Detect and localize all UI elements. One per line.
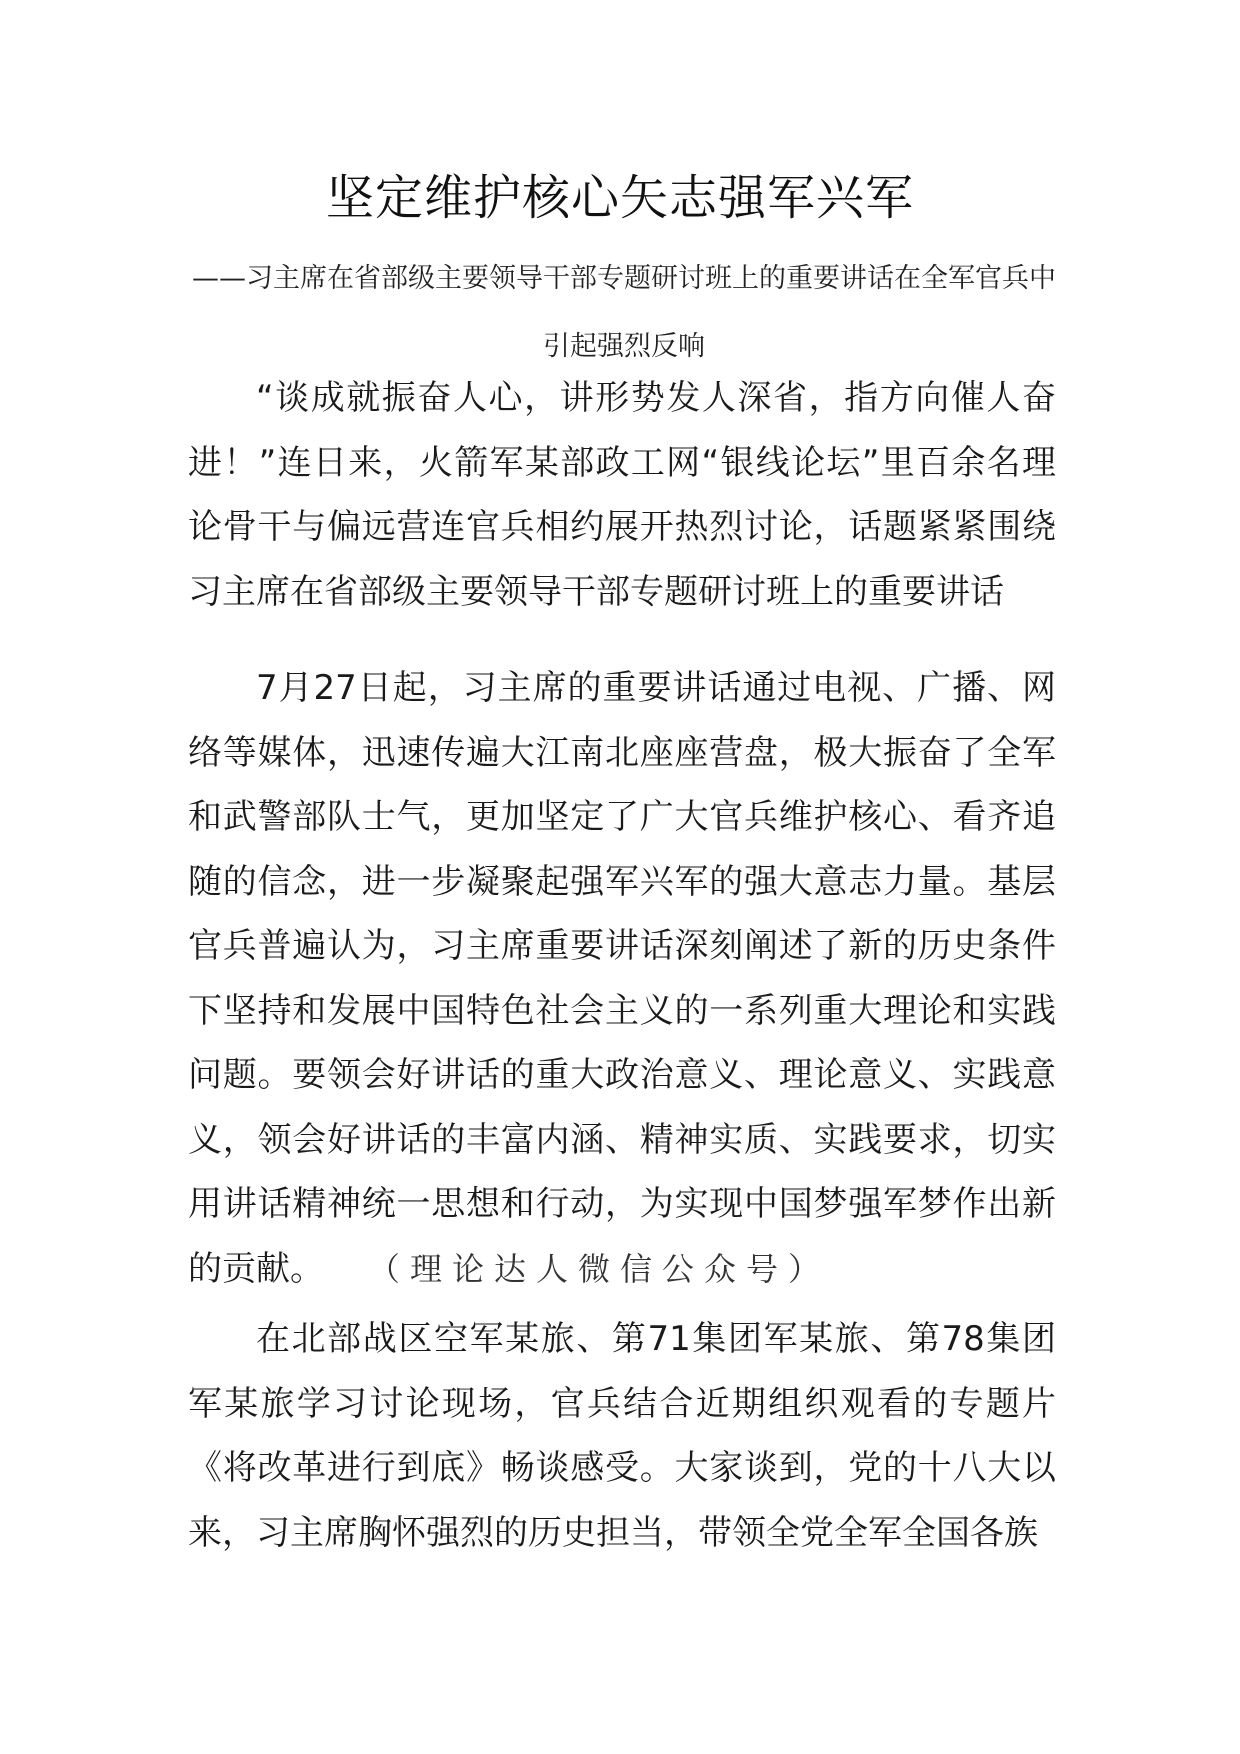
document-title: 坚定维护核心矢志强军兴军	[325, 170, 914, 226]
paragraph-2-text: 7月27日起，习主席的重要讲话通过电视、广播、网络等媒体，迅速传遍大江南北座座营盘，极大振奋了全军和武警部队士气，更加坚定了广大官兵维护核心、看齐追随的信念，进一步凝聚起强军兴军的强大意志力量。基层官兵普遍认为，习主席重要讲话深刻阐述了新的历史条件下坚持和发展中国特色社会主义的一系列重大理论和实践问题。要领会好讲话的重大政治意义、理论意义、实践意义，领会好讲话的丰富内涵、精神实质、实践要求，切实用讲话精神统一思想和行动，为实现中国梦强军梦作出新的贡献。	[188, 668, 1056, 1289]
paragraph-3-text: 在北部战区空军某旅、第71集团军某旅、第78集团军某旅学习讨论现场，官兵结合近期组织观看的专题片《将改革进行到底》畅谈感受。大家谈到，党的十八大以来，习主席胸怀强烈的历史担当，带领全党全军全国各族	[188, 1319, 1056, 1553]
paragraph-1	[188, 366, 1056, 624]
paragraph-2	[188, 656, 1056, 1301]
paragraph-1-text: “谈成就振奋人心，讲形势发人深省，指方向催人奋进！”连日来，火箭军某部政工网“银线论坛”里百余名理论骨干与偏远营连官兵相约展开热烈讨论，话题紧紧围绕习主席在省部级主要领导干部专题研讨班上的重要讲话	[188, 378, 1056, 612]
source-note: （理论达人微信公众号）	[368, 1249, 831, 1288]
document-subtitle: ——习主席在省部级主要领导干部专题研讨班上的重要讲话在全军官兵中引起强烈反响	[192, 263, 1056, 362]
paragraph-3	[188, 1307, 1056, 1565]
